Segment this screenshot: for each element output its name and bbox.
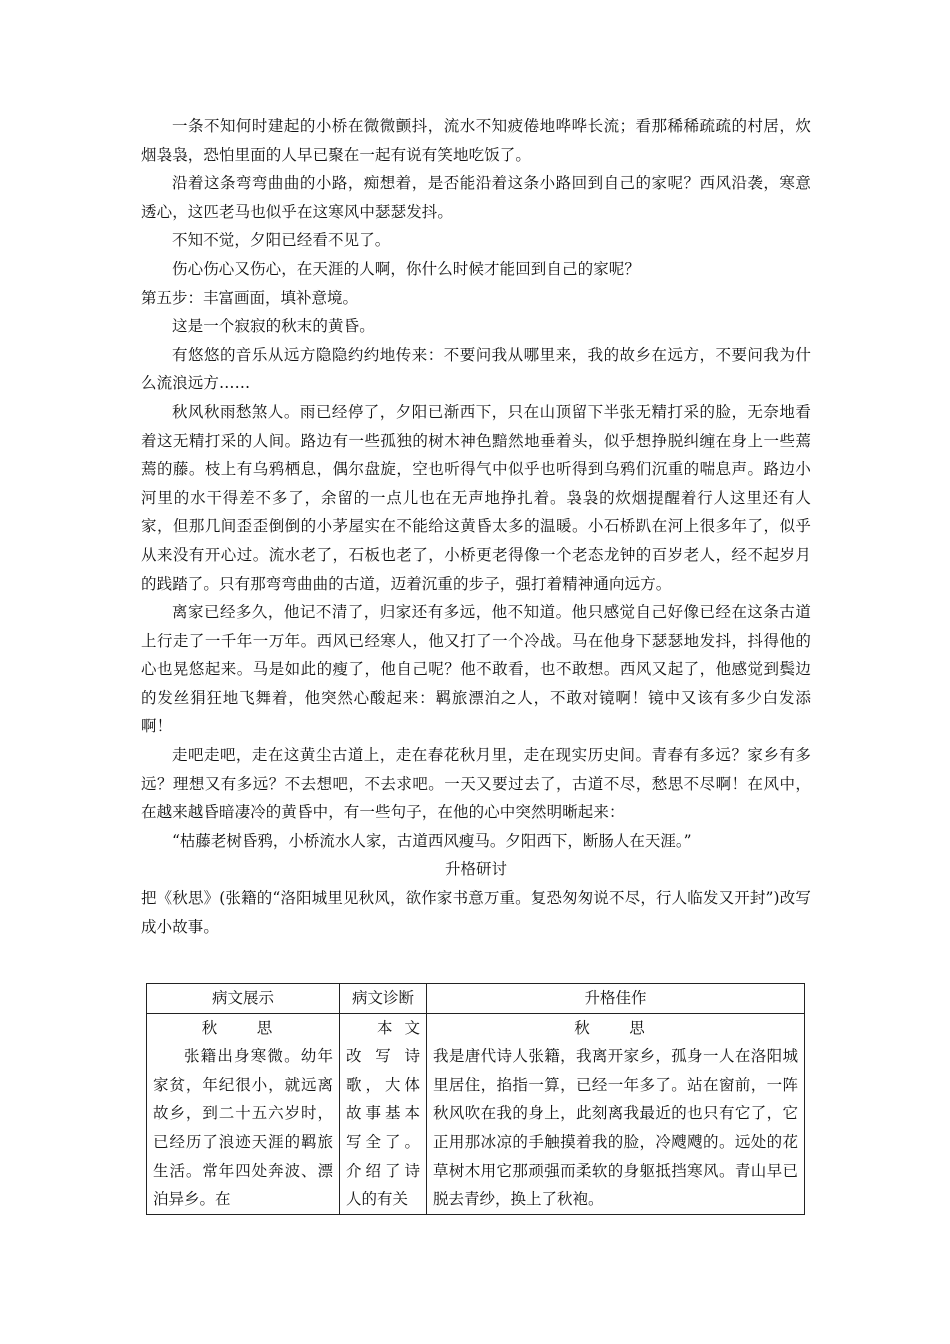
poem-quote: “枯藤老树昏鸦，小桥流水人家，古道西风瘦马。夕阳西下，断肠人在天涯。” — [172, 831, 692, 850]
paragraph: 不知不觉，夕阳已经看不见了。 — [172, 231, 391, 250]
table-header: 病文展示 — [147, 984, 340, 1014]
paragraph: 一条不知何时建起的小桥在微微颤抖，流水不知疲倦地哗哗长流；看那稀稀疏疏的村居，炊烟袅袅，恐怕里面的人早已聚在一起有说有笑地吃饭了。 — [141, 117, 811, 164]
cell-text: 张籍出身寒微。幼年家贫，年纪很小，就远离故乡，到二十五六岁时，已经历了浪迹天涯的羁旅生活。常年四处奔波、漂泊异乡。在 — [153, 1047, 333, 1209]
table-cell-flawed-text — [147, 1013, 340, 1214]
table-cell-improved-text — [427, 1013, 805, 1214]
section-title: 升格研讨 — [444, 860, 507, 879]
table-cell-diagnosis — [340, 1013, 427, 1214]
paragraph: 伤心伤心又伤心，在天涯的人啊，你什么时候才能回到自己的家呢？ — [172, 259, 641, 278]
document-body — [141, 112, 811, 941]
paragraph: 秋风秋雨愁煞人。雨已经停了，夕阳已渐西下，只在山顶留下半张无精打采的脸，无奈地看着这无精打采的人间。路边有一些孤独的树木神色黯然地垂着头，似乎想挣脱纠缠在身上一些蔫蔫的藤。枝上有乌鸦栖息，偶尔盘旋，空也听得气中似乎也听得到乌鸦们沉重的喘息声。路边小河里的水干得差不多了，余留的一点儿也在无声地挣扎着。袅袅的炊烟提醒着行人这里还有人家，但那几间歪歪倒倒的小茅屋实在不能给这黄昏太多的温暖。小石桥趴在河上很多年了，似乎从来没有开心过。流水老了，石板也老了，小桥更老得像一个老态龙钟的百岁老人，经不起岁月的践踏了。只有那弯弯曲曲的古道，迈着沉重的步子，强打着精神通向远方。 — [141, 402, 811, 593]
table-header: 病文诊断 — [340, 984, 427, 1014]
cell-text: 本文改写诗歌，大体故事基本写全了。介绍了诗人的有关 — [346, 1018, 420, 1209]
task-statement: 把《秋思》(张籍的“洛阳城里见秋风，欲作家书意万重。复恐匆匆说不尽，行人临发又开封”)改写成小故事。 — [141, 889, 811, 936]
paragraph: 这是一个寂寂的秋末的黄昏。 — [172, 317, 375, 336]
cell-text: 我是唐代诗人张籍，我离开家乡，孤身一人在洛阳城里居住，掐指一算，已经一年多了。站在窗前，一阵秋风吹在我的身上，此刻离我最近的也只有它了，它正用那冰凉的手触摸着我的脸，冷飕飕的。远处的花草树木用它那顽强而柔软的身躯抵挡寒风。青山早已脱去青纱，换上了秋袍。 — [433, 1047, 798, 1209]
table-header-row — [147, 984, 805, 1014]
paragraph: 有悠悠的音乐从远方隐隐约约地传来：不要问我从哪里来，我的故乡在远方，不要问我为什么流浪远方…… — [141, 345, 811, 393]
paragraph: 走吧走吧，走在这黄尘古道上，走在春花秋月里，走在现实历史间。青春有多远？家乡有多远？理想又有多远？不去想吧，不去求吧。一天又要过去了，古道不尽，愁思不尽啊！在风中，在越来越昏暗凄冷的黄昏中，有一些句子，在他的心中突然明晰起来： — [141, 746, 811, 822]
table-row — [147, 1013, 805, 1214]
cell-title: 秋 思 — [574, 1018, 657, 1037]
cell-title: 秋 思 — [201, 1018, 285, 1037]
paragraph: 沿着这条弯弯曲曲的小路，痴想着，是否能沿着这条小路回到自己的家呢？西风沿袭，寒意透心，这匹老马也似乎在这寒风中瑟瑟发抖。 — [141, 174, 811, 221]
step-heading: 第五步：丰富画面，填补意境。 — [141, 288, 359, 307]
comparison-table — [146, 983, 805, 1215]
paragraph: 离家已经多久，他记不清了，归家还有多远，他不知道。他只感觉自己好像已经在这条古道上行走了一千年一万年。西风已经寒人，他又打了一个冷战。马在他身下瑟瑟地发抖，抖得他的心也晃悠起来。马是如此的瘦了，他自己呢？他不敢看，也不敢想。西风又起了，他感觉到鬓边的发丝狷狂地飞舞着，他突然心酸起来：羁旅漂泊之人，不敢对镜啊！镜中又该有多少白发添啊！ — [141, 603, 811, 736]
table-header: 升格佳作 — [427, 984, 805, 1014]
